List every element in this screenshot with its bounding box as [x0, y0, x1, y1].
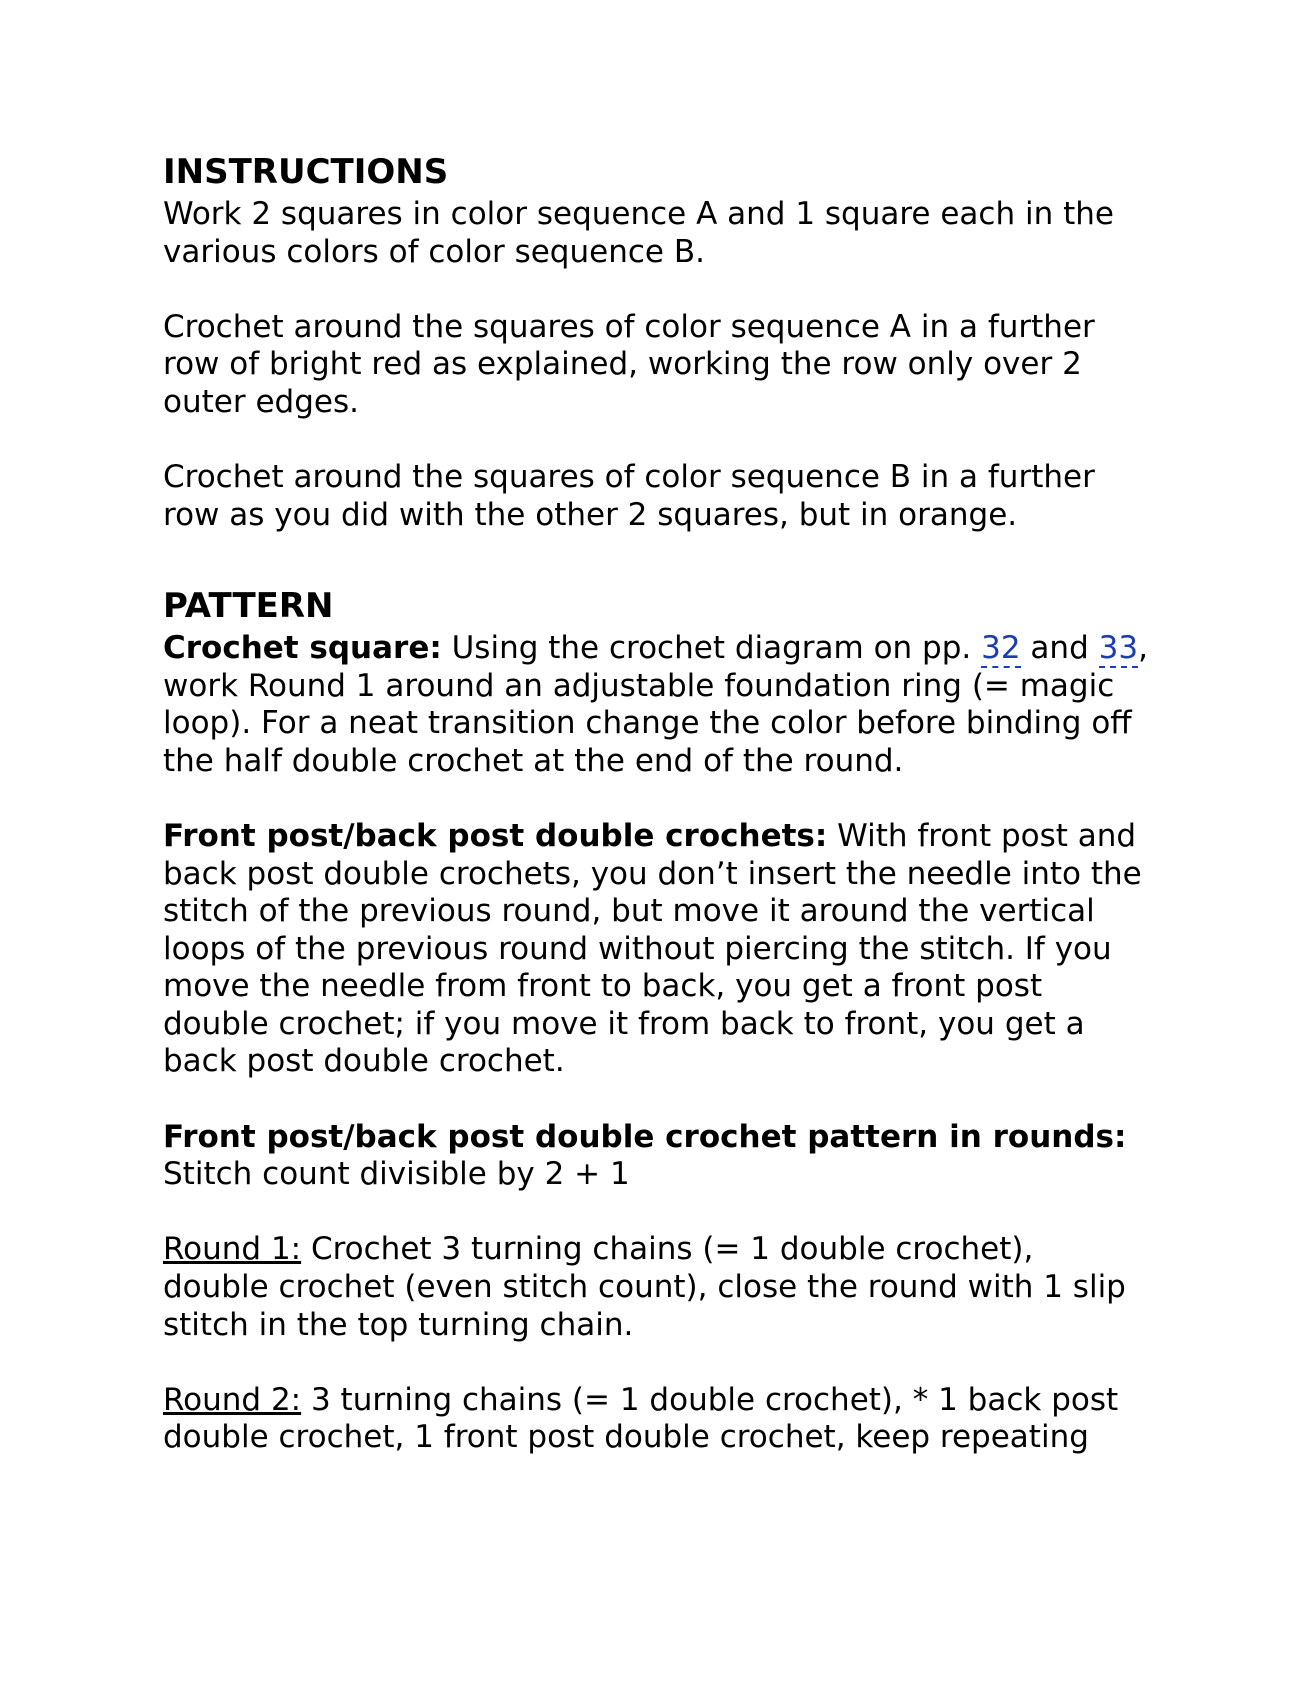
round-2-text: 3 turning chains (= 1 double crochet), * 1 back post double crochet, 1 front post double crochet, keep repeating: [163, 1381, 1119, 1456]
front-back-post-label: Front post/back post double crochets:: [163, 817, 828, 854]
page-32-link[interactable]: 32: [981, 629, 1021, 666]
crochet-square-paragraph: [163, 630, 1148, 780]
pattern-in-rounds-text: Stitch count divisible by 2 + 1: [163, 1156, 630, 1193]
pattern-in-rounds-label: Front post/back post double crochet pattern in rounds:: [163, 1118, 1127, 1155]
pattern-in-rounds-paragraph: [163, 1119, 1148, 1194]
instructions-heading: INSTRUCTIONS: [163, 152, 449, 192]
front-back-post-paragraph: [163, 818, 1148, 1081]
crochet-square-label: Crochet square:: [163, 629, 442, 666]
instructions-paragraph-3: Crochet around the squares of color sequence B in a further row as you did with the other 2 squares, but in orange.: [163, 459, 1095, 533]
round-2-paragraph: [163, 1382, 1148, 1457]
crochet-square-text-c: , work Round 1 around an adjustable foundation ring (= magic loop). For a neat transition change the color before binding off the half double crochet at the end of the round.: [163, 629, 1148, 779]
front-back-post-text: With front post and back post double crochets, you don’t insert the needle into the stitch of the previous round, but move it around the vertical loops of the previous round without piercing the stitch. If you move the needle from front to back, you get a front post double crochet; if you move it from back to front, you get a back post double crochet.: [163, 817, 1142, 1080]
round-1-label: Round 1:: [163, 1231, 302, 1268]
instructions-paragraph-2: Crochet around the squares of color sequence A in a further row of bright red as explained, working the row only over 2 outer edges.: [163, 308, 1095, 420]
page-33-link[interactable]: 33: [1098, 629, 1139, 666]
round-2-label: Round 2:: [163, 1381, 302, 1418]
round-1-paragraph: [163, 1231, 1148, 1344]
pattern-heading: PATTERN: [163, 585, 334, 626]
round-1-text: Crochet 3 turning chains (= 1 double crochet), double crochet (even stitch count), close the round with 1 slip stitch in the top turning chain.: [163, 1231, 1126, 1343]
crochet-square-text-a: Using the crochet diagram on pp.: [441, 629, 982, 666]
instructions-paragraph-1: Work 2 squares in color sequence A and 1 square each in the various colors of color sequence B.: [163, 196, 1114, 270]
document-page: [163, 148, 1148, 1457]
crochet-square-text-b: and: [1020, 629, 1099, 666]
